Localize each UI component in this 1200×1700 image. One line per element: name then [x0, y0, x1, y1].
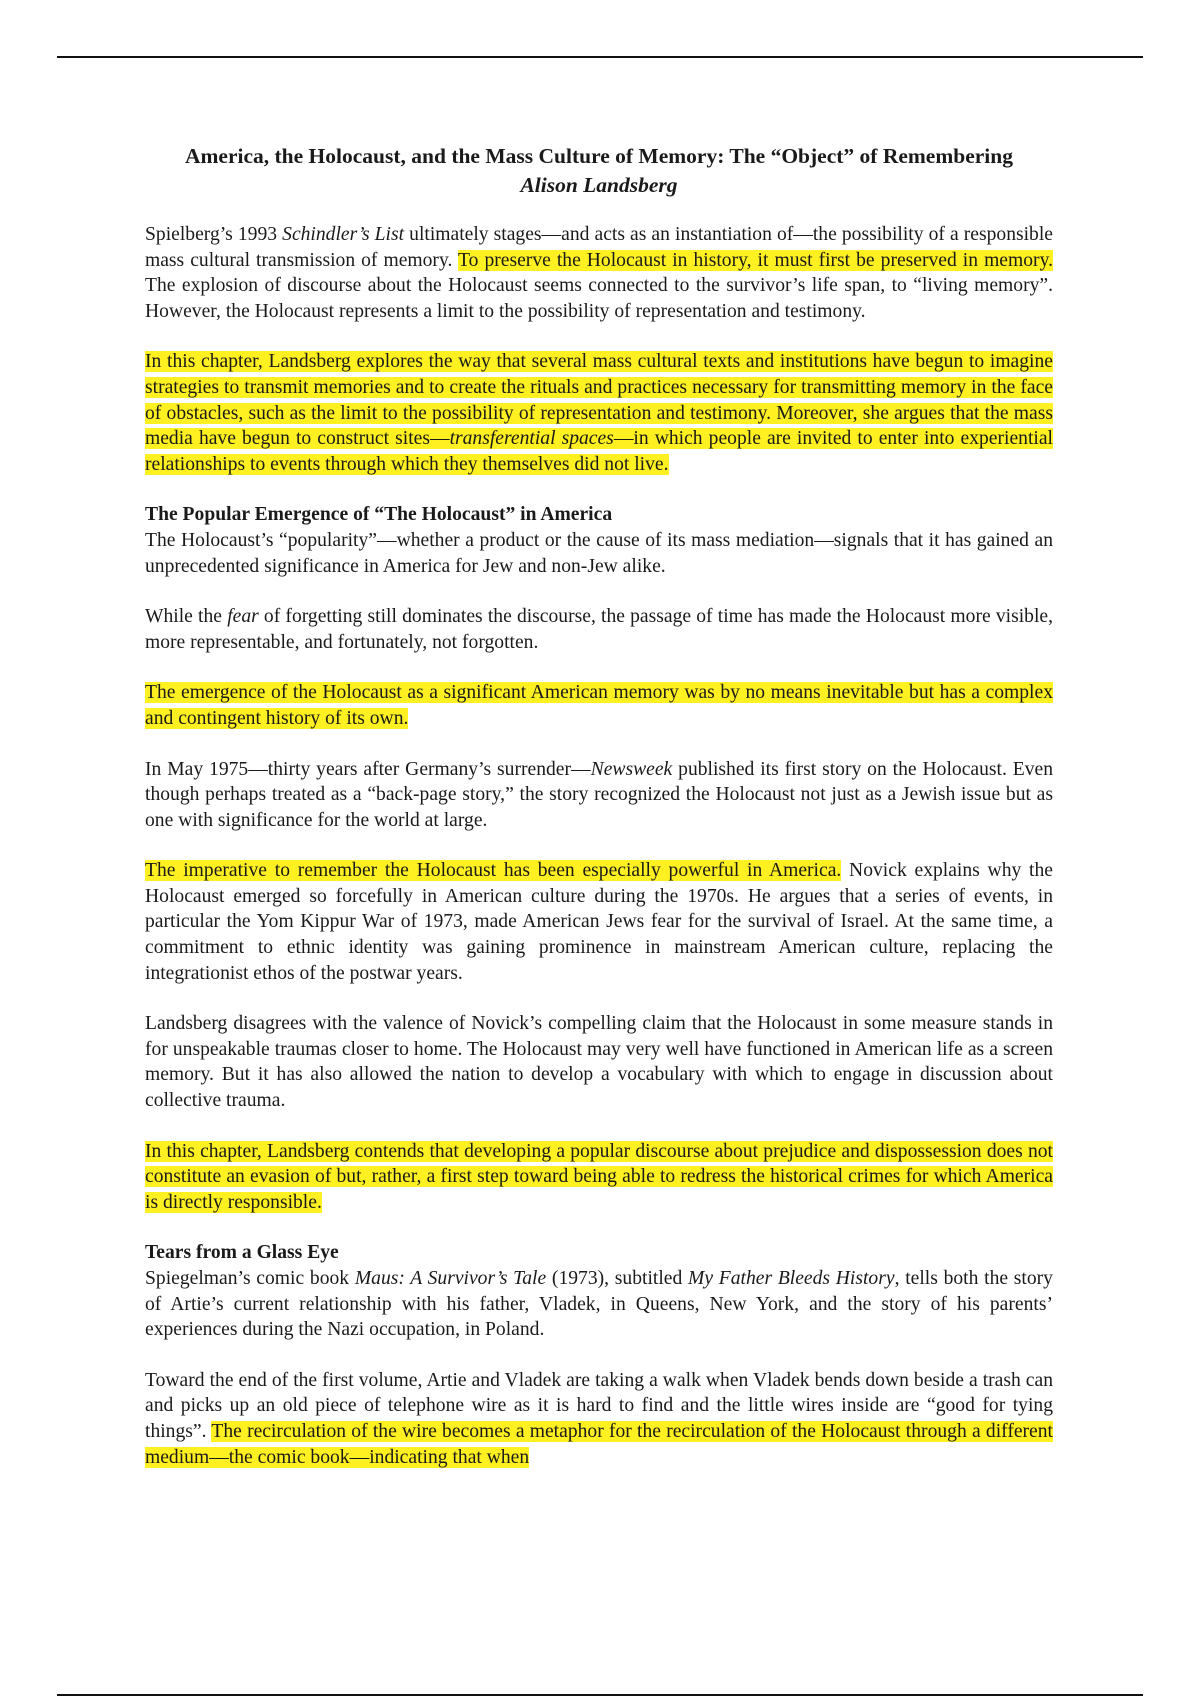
- bottom-rule: [57, 1694, 1143, 1696]
- highlighted-text: In this chapter, Landsberg explores the way that several mass cultural texts and institutions have begun to imagine strategies to transmit memories and to create the rituals and practices necessary for transmitting memory in the face of obstacles, such as the limit to the possibility of representation and testimony. Moreover, she argues that the mass media have begun to construct sites—: [145, 351, 1053, 450]
- text: of forgetting still dominates the discourse, the passage of time has made the Holocaust more visible, more representable, and fortunately, not forgotten.: [145, 606, 1054, 653]
- text: While the: [145, 606, 228, 628]
- book-title: Maus: A Survivor’s Tale: [354, 1268, 547, 1289]
- highlighted-text: —in which people are invited to enter into experiential relationships to events through which they themselves did not live.: [145, 428, 1053, 475]
- paragraph-wire: [145, 1368, 1053, 1470]
- text: Spielberg’s 1993: [145, 224, 283, 245]
- paragraph-maus: [145, 1266, 1053, 1343]
- paragraph-fear-of-forgetting: [145, 604, 1053, 655]
- paragraph-novick: Landsberg disagrees with the valence of Novick’s compelling claim that the Holocaust in some measure stands in for unspeakable traumas closer to home. The Holocaust may very well have functioned in American life as a screen memory. But it has also allowed the nation to develop a vocabulary with which to engage in discussion about collective trauma.: [145, 1013, 1053, 1112]
- section-heading-popular-emergence: The Popular Emergence of “The Holocaust” in America: [145, 504, 613, 526]
- document-author: Alison Landsberg: [520, 173, 678, 197]
- highlighted-text: The emergence of the Holocaust as a significant American memory was by no means inevitable but has a complex and contingent history of its own.: [145, 682, 1053, 729]
- highlighted-text: The recirculation of the wire becomes a metaphor for the recirculation of the Holocaust through a different medium—the comic book—indicating that when: [145, 1420, 1053, 1468]
- text: (1973), subtitled: [546, 1268, 689, 1289]
- paragraph-intro: [145, 222, 1053, 324]
- highlighted-text: In this chapter, Landsberg contends that developing a popular discourse about prejudice and dispossession does not constitute an evasion of but, rather, a first step toward being able to redress the historical crimes for which America is directly responsible.: [145, 1140, 1053, 1213]
- highlighted-text: The imperative to remember the Holocaust has been especially powerful in America.: [145, 860, 842, 882]
- highlighted-text: To preserve the Holocaust in history, it must first be preserved in memory.: [458, 249, 1053, 271]
- highlighted-term: transferential spaces: [449, 428, 614, 450]
- text: Novick explains why the Holocaust emerged so forcefully in American culture during the 1970s. He argues that a series of events, in particular the Yom Kippur War of 1973, made American Jews fear for the survival of Israel. At the same time, a commitment to ethnic identity was gaining prominence in mainstream American culture, replacing the integrationist ethos of the postwar years.: [145, 860, 1053, 984]
- text: In May 1975—thirty years after Germany’s surrender—: [145, 758, 591, 780]
- paragraph-contention: [145, 1139, 1053, 1216]
- paragraph-emergence: [145, 680, 1053, 731]
- film-title: Schindler’s List: [282, 224, 405, 245]
- document-title: America, the Holocaust, and the Mass Culture of Memory: The “Object” of Remembering: [184, 144, 1013, 168]
- text: The explosion of discourse about the Holocaust seems connected to the survivor’s life span, to “living memory”. However, the Holocaust represents a limit to the possibility of representation and testimony.: [145, 275, 1053, 322]
- paragraph-imperative: [145, 858, 1053, 986]
- text: , tells both the story of Artie’s current relationship with his father, Vladek, in Queens, New York, and the story of his parents’ experiences during the Nazi occupation, in Poland.: [145, 1268, 1053, 1341]
- document-page: [145, 142, 1053, 1470]
- text: Spiegelman’s comic book: [145, 1268, 355, 1289]
- top-rule: [57, 56, 1143, 58]
- text: ultimately stages—and acts as an instantiation of—the possibility of a responsible mass cultural transmission of memory.: [145, 224, 1053, 271]
- emphasis-word: fear: [227, 606, 259, 628]
- text: published its first story on the Holocaust. Even though perhaps treated as a “back-page story,” the story recognized the Holocaust not just as a Jewish issue but as one with significance for the world at large.: [145, 758, 1054, 831]
- paragraph-popularity: The Holocaust’s “popularity”—whether a product or the cause of its mass mediation—signals that it has gained an unprecedented significance in America for Jew and non-Jew alike.: [145, 529, 1053, 577]
- text: Toward the end of the first volume, Artie and Vladek are taking a walk when Vladek bends down beside a trash can and picks up an old piece of telephone wire as it is hard to find and the little wires inside are “good for tying things”.: [145, 1369, 1053, 1442]
- paragraph-newsweek: [145, 757, 1053, 834]
- publication-title: Newsweek: [590, 758, 673, 780]
- book-subtitle: My Father Bleeds History: [688, 1268, 895, 1289]
- section-heading-tears: Tears from a Glass Eye: [145, 1242, 339, 1264]
- paragraph-chapter-overview: [145, 349, 1053, 477]
